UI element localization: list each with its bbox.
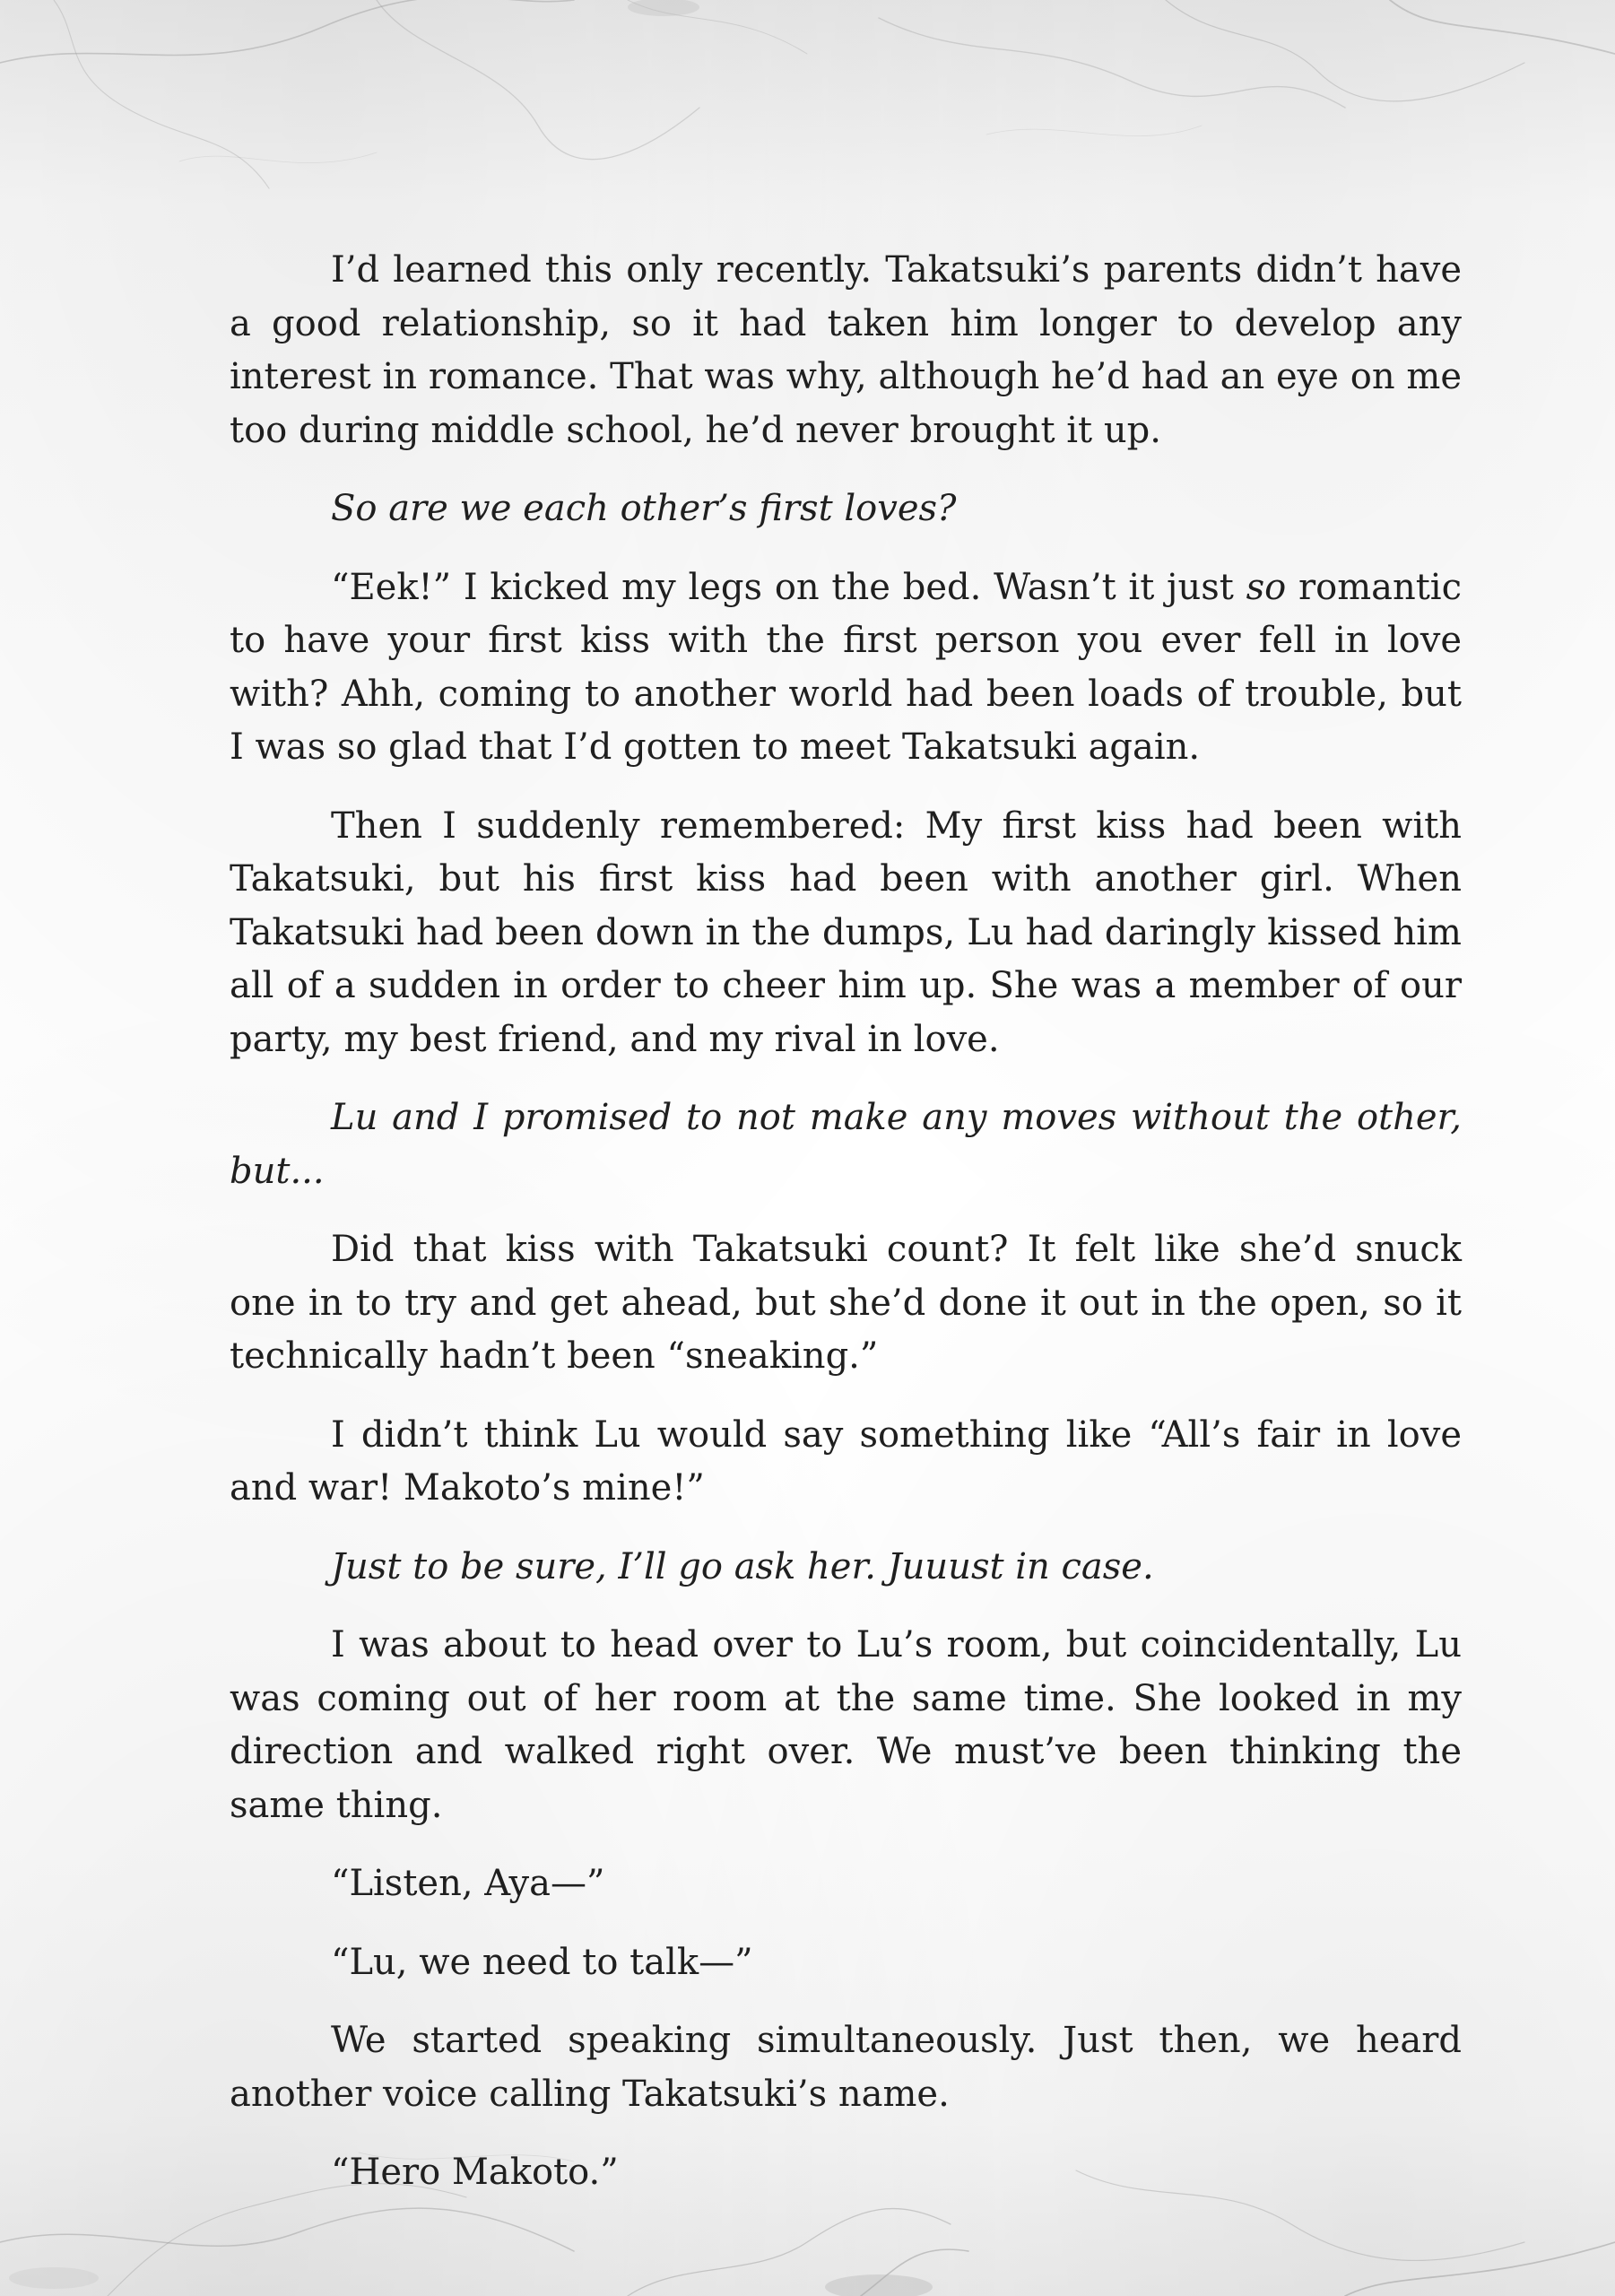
paragraph-9: I was about to head over to Lu’s room, but coincidentally, Lu was coming out of her room at the same time. She looked in my direction and walked right over. We must’ve been thinking the same thing.	[230, 1624, 1462, 1826]
paragraph-3-part-2: romantic to have your first kiss with the first person you ever fell in love with? Ahh, coming to another world had been loads of trouble, but I was so glad that I’d gotten to meet Takatsuki again.	[230, 566, 1463, 768]
paragraph-4: Then I suddenly remembered: My first kiss had been with Takatsuki, but his first kiss had been with another girl. When Takatsuki had been down in the dumps, Lu had daringly kissed him all of a sudden in order to cheer him up. She was a member of our party, my best friend, and my rival in love.	[230, 804, 1462, 1060]
paragraph-1: I’d learned this only recently. Takatsuki’s parents didn’t have a good relationship, so it had taken him longer to develop any interest in romance. That was why, although he’d had an eye on me too during middle school, he’d never brought it up.	[230, 249, 1462, 451]
paragraph-3-part-1: “Eek!” I kicked my legs on the bed. Wasn’t it just	[331, 566, 1246, 608]
body-text	[230, 244, 1462, 2225]
paragraph-6: Did that kiss with Takatsuki count? It felt like she’d snuck one in to try and get ahead, but she’d done it out in the open, so it technically hadn’t been “sneaking.”	[230, 1229, 1462, 1377]
paragraph-7: I didn’t think Lu would say something like “All’s fair in love and war! Makoto’s mine!”	[230, 1413, 1462, 1509]
paragraph-10-dialogue: “Listen, Aya—”	[331, 1863, 605, 1904]
paragraph-13-dialogue: “Hero Makoto.”	[331, 2152, 619, 2193]
paragraph-3-emphasis: so	[1246, 566, 1287, 608]
paragraph-8-thought: Just to be sure, I’ll go ask her. Juuust in case.	[331, 1545, 1154, 1587]
paragraph-3	[230, 561, 1462, 775]
paragraph-11-dialogue: “Lu, we need to talk—”	[331, 1941, 753, 1983]
paragraph-12: We started speaking simultaneously. Just then, we heard another voice calling Takatsuki’s name.	[230, 2020, 1462, 2115]
paragraph-2-thought: So are we each other’s first loves?	[331, 488, 957, 529]
paragraph-5-thought: Lu and I promised to not make any moves without the other, but...	[230, 1097, 1462, 1192]
marble-texture-top	[0, 0, 1615, 233]
